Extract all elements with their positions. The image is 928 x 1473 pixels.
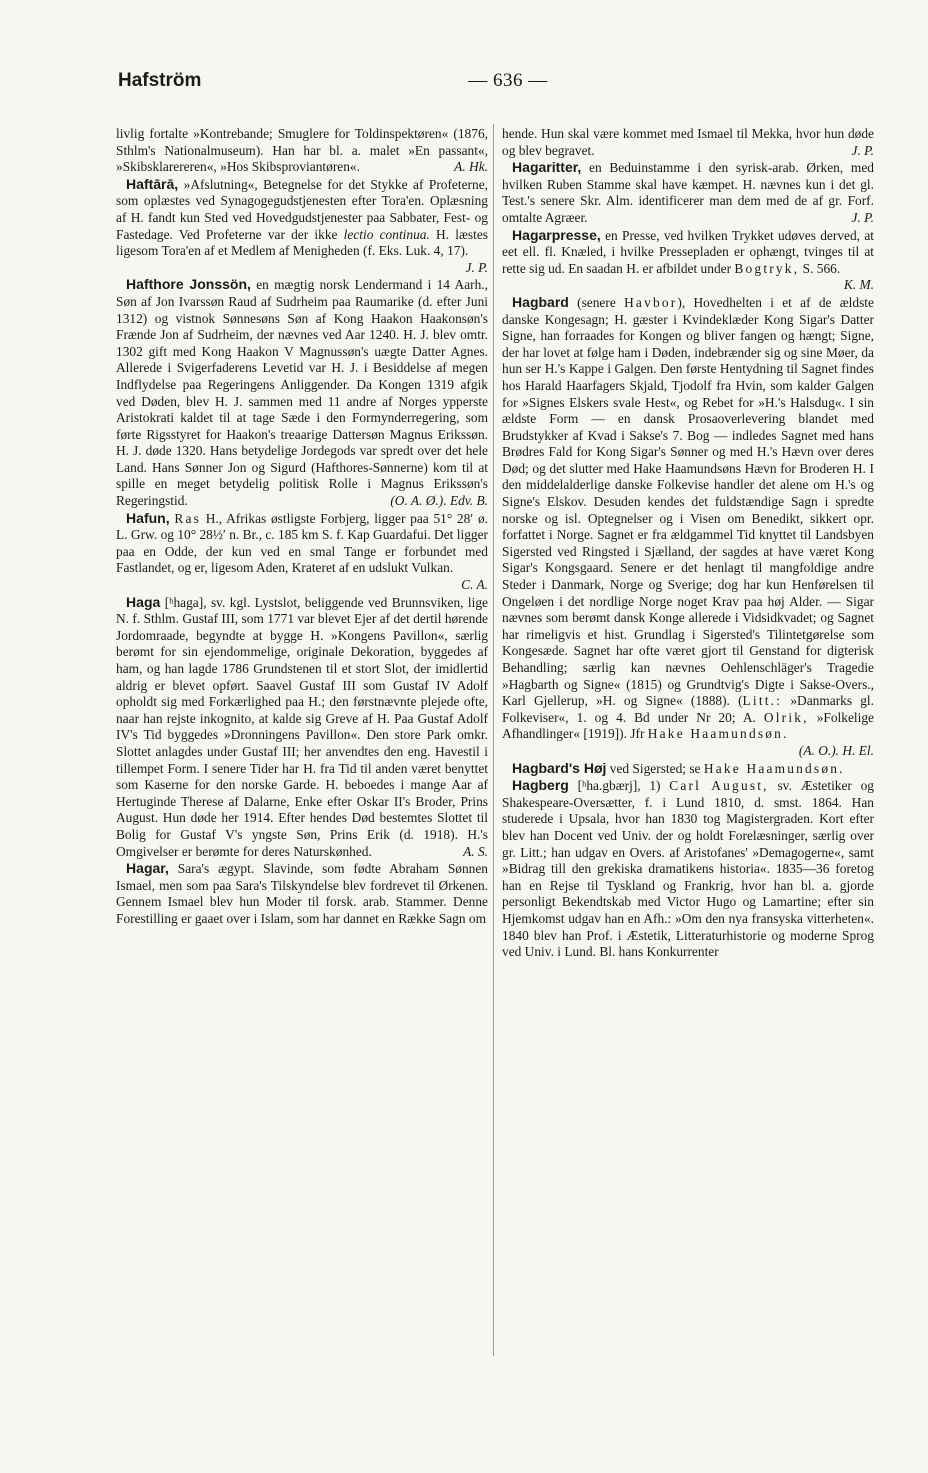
spaced-term: Havbor xyxy=(624,294,678,310)
headword: Hagaritter, xyxy=(512,159,582,176)
person-name: Carl August, xyxy=(669,778,769,794)
headword: Hagar, xyxy=(126,860,169,877)
cross-reference: Hake Haamundsøn. xyxy=(647,726,789,742)
page-number: — 636 — xyxy=(468,70,548,91)
cross-reference: Bogtryk, xyxy=(734,260,800,276)
headword: Hagbard's Høj xyxy=(512,759,607,776)
entry-signature: C. A. xyxy=(461,577,488,593)
entry-hafthore-jonsson: Hafthore Jonssön, en mægtig norsk Lendermand i 14 Aarh., Søn af Jon Ivarssøn Raud af Sudrheim paa Raumarike (d. efter Juni 1312) og vistnok Sønnesøns Søn af Kong Haakon Haakonsøn's Frænde Jon af Sudrheim, der nævnes ved Aar 1240. H. J. blev omtr. 1302 gift med Kong Haakon V Magnussøn's uægte Datter Agnes. Allerede i Svigerfaderens Levetid var H. J. i Besiddelse af megen Indflydelse paa Regeringens Anliggender. Da Kongen 1319 afgik ved Døden, blev H. J. sammen med 11 andre af Norges ypperste Aristokrati kaldet til at tage Sæde i den Formynderregering, som førte Rigsstyret for Haakon's treaarige Dattersøn Magnus Erikssøn. H. J. døde 1320. Hans betydelige Jordegods var spredt over det hele Land. Hans Sønner Jon og Sigurd (Hafthores-Sønnerne) kom til at spille en meget betydelig politisk Rolle i Magnus Erikssøn's Regeringstid. (O. A. Ø.). Edv. B. xyxy=(116,276,488,509)
entry-hafun: Hafun, Ras H., Afrikas østligste Forbjerg, ligger paa 51° 28′ ø. L. Grw. og 10° 28½′ n. Br., c. 185 km S. f. Kap Guardafui. Det ligger paa en Odde, der kun ved en smal Tange er forbundet med Fastlandet, og er, ligesom Aden, Krateret af en udslukt Vulkan. C. A. xyxy=(116,509,488,593)
entry-hagarpresse: Hagarpresse, en Presse, ved hvilken Trykket udøves derved, at eet ell. fl. Knæled, i hvilke Pressepladen er ophængt, tvinges til at rette sig ud. En saadan H. er afbildet under Bogtryk, S. 566. K. M. xyxy=(502,226,874,293)
headword: Hafthore Jonssön, xyxy=(126,276,251,293)
entry-signature: K. M. xyxy=(843,277,874,293)
page-header xyxy=(118,70,878,102)
entry-signature: (A. O.). H. El. xyxy=(798,742,874,758)
headword: Hagarpresse, xyxy=(512,226,601,243)
literature-label: Litt.: xyxy=(742,693,783,709)
entry-hagbard: Hagbard (senere Havbor), Hovedhelten i et af de ældste danske Kongesagn; H. gæster i Kvindeklæder Kong Sigar's Datter Signe, han forraades for Kongen og bliver fangen og hængt; Signe, der har lovet at følge ham i Døden, indebrænder sig og sine Møer, da hun ser H.'s Kappe i Galgen. Den første Hentydning til Sagnet findes hos Harald Haarfagers Skjald, Tjodolf fra Hvin, som kalder Galgen for »Signes Elskers svale Hest«, og Rebet for »H.'s Halsdug«. I sin ældste Form — en dansk Prosaoverlevering blandet med Brudstykker af Kvad i Sakse's 7. Bog — indledes Sagnet med hans Brødres Fald for Kong Sigar's Sønner og med H.'s Hævn over deres Død; og det slutter med Hake Haamundsøns Hævn for Broderen H. I den middelalderlige danske Folkevise handler det alene om H.'s og Signe's Elskov. Desuden kendes det fuldstændige Sagn i spredte norske og isl. Optegnelser og i Visen om Benedikt, sikkert opr. forfattet i Norge. Sagnet er fra ældgammel Tid knyttet til Landsbyen Sigersted ved Ringsted i Sjælland, der sagdes at have været Kong Sigar's Kongsgaard. Senere er det henlagt til mangfoldige andre Steder i Danmark, Norge og Sverige; dog har kun Henførelsen til Ongeløen i det nordlige Norge noget Krav paa høj Alder. — Sigar nævnes som berømt dansk Konge allerede i Vidsidkvadet; og Sagnet har rimeligvis et hist. Grundlag i Sigersted's Tilintetgørelse som Kongesæde. Sagnet har ofte været gjort til Genstand for digterisk Behandling; særlig kan nævnes Oehlenschläger's Tragedie »Hagbarth og Signe« (1815) og Grundtvig's Digte i Sakse-Overs., Karl Gjellerup, »H. og Signe« (1888). (Litt.: »Danmarks gl. Folkeviser«, 1. og 4. Bd under Nr 20; A. Olrik, »Folkelige Afhandlinger« [1919]). Jfr Hake Haamundsøn. (A. O.). H. El. xyxy=(502,293,874,758)
running-head: Hafström xyxy=(118,70,202,91)
entry-hagar-continued: hende. Hun skal være kommet med Ismael til Mekka, hvor hun døde og blev begravet. J. P. xyxy=(502,126,874,158)
entry-signature: A. Hk. xyxy=(454,159,488,175)
entry-signature: (O. A. Ø.). Edv. B. xyxy=(390,493,488,509)
entry-signature: A. S. xyxy=(463,843,488,859)
right-column xyxy=(502,126,874,961)
entry-hagbards-hoj: Hagbard's Høj ved Sigersted; se Hake Haamundsøn. xyxy=(512,759,845,776)
cross-reference: Hake Haamundsøn. xyxy=(703,760,845,776)
headword: Haftārā, xyxy=(126,175,179,192)
entry-signature: J. P. xyxy=(851,209,874,225)
entry-signature: J. P. xyxy=(465,259,488,275)
headword: Hafun, xyxy=(126,509,170,526)
entry-haftara: Haftārā, »Afslutning«, Betegnelse for det Stykke af Profeterne, som oplæstes ved Synagogegudstjenesten efter Tora'en. Oplæsning af H. fandt kun Sted ved Hovedgudstjenester paa Sabbater, Fest- og Fastedage. Ved Profeterne var der ikke lectio continua. H. læstes ligesom Tora'en af et Medlem af Menigheden (f. Eks. Luk. 4, 17). J. P. xyxy=(116,175,488,275)
author-name: Olrik, xyxy=(763,709,809,725)
headword: Hagbard xyxy=(512,293,569,310)
entry-hagberg: Hagberg [ʰha.gbærj], 1) Carl August, sv. Æstetiker og Shakespeare-Oversætter, f. i Lund 1810, d. smst. 1864. Han studerede i Upsala, hvor han 1830 tog Magistergraden. Kort efter blev han Docent ved Univ. der og holdt Forelæsninger, særlig over gr. Litt.; han udgav en Overs. af Aristofanes' »Demagogerne«, samt »Bidrag till den grekiska dramatikens historia«. 1835—36 foretog han en Rejse til Tyskland og Frankrig, hvor han bl. a. gjorde personligt Bekendtskab med Victor Hugo og Lamartine; efter sin Hjemkomst udgav han en Afh.: »Om den nya fransyska vitterheten«. 1840 blev han Prof. i Æstetik, Litteraturhistorie og moderne Sprog ved Univ. i Lund. Bl. hans Konkurrenter xyxy=(502,777,875,960)
entry-continuation: livlig fortalte »Kontrebande; Smuglere for Toldinspektøren« (1876, Sthlm's Nationalmuseum). Han har bl. a. malet »En passant«, »Skibsklarereren«, »Hos Skibsproviantøren«. A. Hk. xyxy=(116,126,488,175)
entry-signature: J. P. xyxy=(851,142,874,158)
entry-hagaritter: Hagaritter, en Beduinstamme i den syrisk-arab. Ørken, med hvilken Ruben Stamme skal have kæmpet. H. nævnes kun i det gl. Test.'s senere Skr. Alm. identificerer man dem med de af gr. Forf. omtalte Agræer. J. P. xyxy=(502,159,874,225)
headword: Hagberg xyxy=(512,777,569,794)
entry-haga: Haga [ʰhaga], sv. kgl. Lystslot, beliggende ved Brunnsviken, lige N. f. Sthlm. Gustaf III, som 1771 var blevet Ejer af det dertil hørende Jordomraade, begyndte at bygge H. »Kongens Pavillon«, særlig berømt for sin ejendommelige, originale Dekoration, byggedes af ham, og han lagde 1786 Grundstenen til et stort Slot, der imidlertid aldrig er blevet opført. Saavel Gustaf III som Gustaf IV Adolf opholdt sig med Forkærlighed paa H.; den førstnævnte plejede ofte, naar han rejste inkognito, at kalde sig Greve af H. Paa Gustaf Adolf IV's Tid byggedes »Dronningens Pavillon«. Den store Park omkr. Slottet anlagdes under Gustaf III; her anvendtes den eng. Havestil i tillempet Form. I senere Tider har H. fra Tid til anden været benyttet som Kaserne for den norske Garde. H. beboedes i mange Aar af Hertuginde Therese af Dalarne, Enke efter Oskar II's Broder, Prins August. Hun døde her 1914. Efter hendes Død bestemtes Slottet til Bolig for Gustaf V's yngste Søn, Prins Erik (d. 1918). H.'s Omgivelser er berømte for deres Naturskønhed. A. S. xyxy=(116,593,488,859)
left-column xyxy=(116,126,488,928)
headword: Haga xyxy=(126,593,161,610)
entry-hagar: Hagar, Sara's ægypt. Slavinde, som fødte Abraham Sønnen Ismael, men som paa Sara's Tilskyndelse blev fordrevet til Ørkenen. Gennem Ismael blev hun Moder til forsk. arab. Stammer. Denne Forestilling er gaaet over i Islam, som har dannet en Række Sagn om xyxy=(116,860,488,926)
column-divider xyxy=(493,124,494,1356)
spaced-term: Ras xyxy=(174,510,202,526)
